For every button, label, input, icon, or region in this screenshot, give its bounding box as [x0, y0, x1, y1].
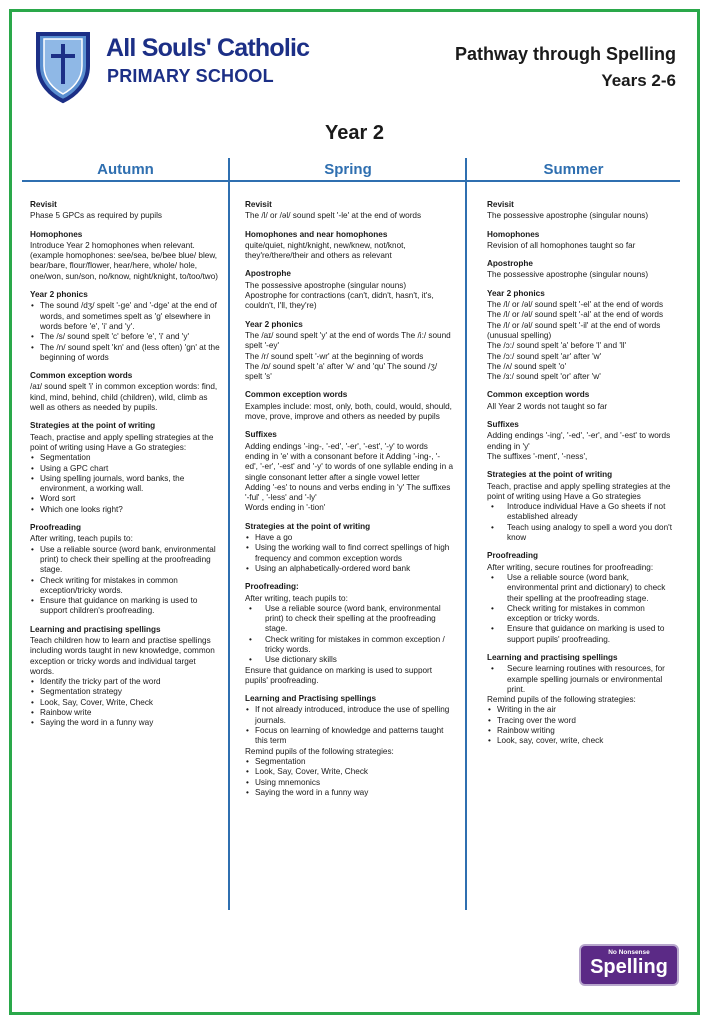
paragraph: The /ʌ/ sound spelt 'o'	[487, 361, 567, 371]
section	[30, 230, 220, 282]
section-heading: Learning and practising spellings	[487, 652, 618, 662]
bullet-list	[487, 705, 673, 746]
section-heading: Year 2 phonics	[30, 290, 88, 300]
column-autumn	[30, 200, 220, 737]
list-item: • Use a reliable source (word bank, environmental print and dictionary) to check their spelling at the proofreading stage.	[487, 573, 673, 604]
section-heading: Strategies at the point of writing	[30, 421, 156, 431]
paragraph: After writing, teach pupils to:	[30, 534, 133, 544]
list-item: • Using spelling journals, word banks, the environment, a working wall.	[30, 474, 220, 495]
bullet-list	[245, 604, 453, 666]
paragraph: The /l/ or /əl/ sound spelt '-il' at the end of words (unusual spelling)	[487, 320, 661, 340]
section	[487, 200, 673, 222]
section-heading: Suffixes	[245, 430, 277, 440]
section	[487, 390, 673, 412]
list-item: • Writing in the air	[487, 705, 673, 715]
document-years: Years 2-6	[601, 71, 676, 90]
section	[30, 625, 220, 729]
list-item: • Have a go	[245, 533, 453, 543]
list-item: • Use a reliable source (word bank, environmental print) to check their spelling at the proofreading stage.	[30, 545, 220, 576]
list-item: • Segmentation	[245, 757, 453, 767]
list-item: • Check writing for mistakes in common exception or tricky words.	[487, 604, 673, 625]
section-heading: Homophones	[30, 229, 83, 239]
section-heading: Revisit	[30, 200, 57, 209]
document-title: Pathway through Spelling	[454, 44, 676, 64]
list-item: • Look, say, cover, write, check	[487, 736, 673, 746]
paragraph: Revision of all homophones taught so far	[487, 240, 636, 250]
paragraph: The /l/ or /əl/ sound spelt '-le' at the end of words	[245, 211, 422, 221]
list-item: • Using an alphabetically-ordered word bank	[245, 564, 453, 574]
school-name: All Souls' Catholic	[106, 34, 310, 62]
paragraph: Apostrophe for contractions (can't, didn't, hasn't, it's, couldn't, I'll, they're)	[245, 291, 434, 311]
section-heading: Revisit	[487, 200, 514, 209]
section	[487, 470, 673, 543]
list-item: • Tracing over the word	[487, 716, 673, 726]
section-heading: Common exception words	[487, 390, 590, 400]
paragraph: /aɪ/ sound spelt 'i' in common exception words: find, kind, mind, behind, child (children), wild, climb as well as others as needed by pupils.	[30, 382, 218, 413]
paragraph: Words ending in '-tion'	[245, 503, 326, 513]
section-heading: Learning and practising spellings	[30, 624, 161, 634]
list-item: • Introduce individual Have a Go sheets if not established already	[487, 502, 673, 523]
list-item: • Segmentation strategy	[30, 687, 220, 697]
section	[30, 371, 220, 413]
section	[30, 523, 220, 617]
paragraph: quite/quiet, night/knight, new/knew, not/knot, they're/there/their and others as relevant	[245, 240, 406, 261]
shield-icon	[34, 30, 92, 104]
section-heading: Strategies at the point of writing	[245, 521, 371, 531]
section	[30, 421, 220, 515]
list-item: • Look, Say, Cover, Write, Check	[245, 767, 453, 777]
section-heading: Year 2 phonics	[245, 319, 303, 329]
paragraph: Teach children how to learn and practise spellings including words taught in new knowledge, common exception or tricky words and individual target words.	[30, 635, 215, 676]
paragraph: Phase 5 GPCs as required by pupils	[30, 211, 162, 221]
paragraph: Introduce Year 2 homophones when relevant. (example homophones: see/sea, be/bee blue/ blew, bear/bare, flour/flower, hear/here, whole/ hole, one/won, sun/son, no/know, night/knight, to/too/two)	[30, 240, 218, 281]
bullet-list	[487, 573, 673, 645]
no-nonsense-spelling-logo	[579, 944, 679, 986]
bullet-list	[30, 545, 220, 617]
list-item: • Teach using analogy to spell a word you don't know	[487, 523, 673, 544]
section-heading: Homophones and near homophones	[245, 229, 388, 239]
year-heading: Year 2	[325, 122, 384, 144]
column-heading-spring: Spring	[324, 161, 372, 178]
paragraph: Teach, practise and apply spelling strategies at the point of writing using Have a Go strategies	[487, 481, 671, 501]
list-item: • Look, Say, Cover, Write, Check	[30, 698, 220, 708]
section	[245, 582, 453, 686]
list-item: • Use a reliable source (word bank, environmental print) to check their spelling at the proofreading stage.	[245, 604, 453, 635]
list-item: • Using a GPC chart	[30, 464, 220, 474]
section-heading: Suffixes	[487, 420, 519, 430]
paragraph: The possessive apostrophe (singular nouns)	[487, 211, 649, 221]
section-heading: Proofreading	[487, 551, 538, 561]
bullet-list	[487, 502, 673, 543]
column-heading-summer: Summer	[543, 161, 604, 178]
section	[30, 290, 220, 363]
section	[245, 522, 453, 574]
section-heading: Year 2 phonics	[487, 288, 545, 298]
list-item: • Rainbow writing	[487, 726, 673, 736]
section	[245, 200, 453, 222]
bullet-list	[30, 453, 220, 515]
paragraph: Ensure that guidance on marking is used to support pupils' proofreading.	[245, 665, 433, 685]
section	[487, 551, 673, 645]
list-item: • Check writing for mistakes in common exception / tricky words.	[245, 635, 453, 656]
paragraph: The /ɔ:/ sound spelt 'a' before 'l' and 'll'	[487, 341, 627, 351]
section	[245, 390, 453, 422]
list-item: • The /n/ sound spelt 'kn' and (less often) 'gn' at the beginning of words	[30, 343, 220, 364]
list-item: • Segmentation	[30, 453, 220, 463]
section	[245, 430, 453, 513]
section	[245, 269, 453, 311]
list-item: • The /s/ sound spelt 'c' before 'e', 'i' and 'y'	[30, 332, 220, 342]
school-subtitle: PRIMARY SCHOOL	[107, 66, 274, 86]
section	[487, 653, 673, 747]
paragraph: Examples include: most, only, both, could, would, should, move, prove, improve and others as needed by pupils	[245, 401, 452, 422]
section	[487, 420, 673, 462]
school-logo	[34, 30, 310, 104]
bullet-list	[245, 757, 453, 798]
section-heading: Homophones	[487, 229, 540, 239]
list-item: • Ensure that guidance on marking is used to support children's proofreading.	[30, 596, 220, 617]
list-item: • Identify the tricky part of the word	[30, 677, 220, 687]
paragraph: The /r/ sound spelt '-wr' at the beginning of words	[245, 351, 424, 361]
list-item: • If not already introduced, introduce the use of spelling journals.	[245, 705, 453, 726]
list-item: • Using mnemonics	[245, 778, 453, 788]
list-item: • Secure learning routines with resources, for example spelling journals or environmental print.	[487, 664, 673, 695]
section-heading: Common exception words	[30, 371, 133, 381]
paragraph: Remind pupils of the following strategies:	[245, 746, 394, 756]
list-item: • Ensure that guidance on marking is used to support pupils' proofreading.	[487, 624, 673, 645]
list-item: • Which one looks right?	[30, 505, 220, 515]
section-heading: Apostrophe	[245, 269, 291, 279]
section-heading: Apostrophe	[487, 259, 533, 269]
paragraph: The /l/ or /əl/ sound spelt '-el' at the end of words	[487, 300, 664, 310]
list-item: • Using the working wall to find correct spellings of high frequency and common exception words	[245, 543, 453, 564]
column-divider	[228, 158, 230, 910]
section	[487, 259, 673, 281]
section-heading: Strategies at the point of writing	[487, 470, 613, 480]
bullet-list	[30, 301, 220, 363]
column-heading-autumn: Autumn	[97, 161, 154, 178]
header-rule	[22, 180, 680, 182]
bullet-list	[245, 533, 453, 574]
list-item: • Saying the word in a funny way	[245, 788, 453, 798]
paragraph: The /aɪ/ sound spelt 'y' at the end of words The /i:/ sound spelt '-ey'	[245, 330, 451, 351]
bullet-list	[245, 705, 453, 746]
section-heading: Proofreading:	[245, 582, 299, 592]
paragraph: The /ɒ/ sound spelt 'a' after 'w' and 'qu' The sound /ʒ/ spelt 's'	[245, 361, 438, 382]
paragraph: After writing, teach pupils to:	[245, 593, 348, 603]
paragraph: The /ɜ:/ sound spelt 'or' after 'w'	[487, 372, 601, 382]
list-item: • Use dictionary skills	[245, 655, 453, 665]
badge-top-text: No Nonsense	[608, 949, 650, 956]
paragraph: The /ɔ:/ sound spelt 'ar' after 'w'	[487, 351, 602, 361]
section	[245, 230, 453, 262]
paragraph: All Year 2 words not taught so far	[487, 401, 608, 411]
paragraph: Adding endings '-ing-, '-ed', '-er', '-est', '-y' to words ending in 'e' with a consonant before it Adding '-ing-, '-ed', '-er', '-est' and '-y' to words of one syllable ending in a single consonant letter after a single vowel letter	[245, 441, 454, 482]
paragraph: After writing, secure routines for proofreading:	[487, 562, 654, 572]
list-item: • Check writing for mistakes in common exception/tricky words.	[30, 576, 220, 597]
paragraph: Adding '-es' to nouns and verbs ending in 'y' The suffixes '-ful' , '-less' and '-ly'	[245, 482, 451, 503]
column-spring	[245, 200, 453, 806]
list-item: • The sound /dʒ/ spelt '-ge' and '-dge' at the end of words, and sometimes spelt as 'g' elsewhere in words before 'e', 'i' and 'y'.	[30, 301, 220, 332]
paragraph: The possessive apostrophe (singular nouns)	[245, 280, 407, 290]
bullet-list	[487, 664, 673, 695]
column-summer	[487, 200, 673, 755]
paragraph: The possessive apostrophe (singular nouns)	[487, 270, 649, 280]
section	[245, 320, 453, 383]
paragraph: The suffixes '-ment', '-ness',	[487, 451, 588, 461]
column-divider	[465, 158, 467, 910]
bullet-list	[30, 677, 220, 728]
section	[30, 200, 220, 222]
badge-main-text: Spelling	[590, 956, 668, 978]
section-heading: Learning and Practising spellings	[245, 694, 377, 704]
paragraph: Teach, practise and apply spelling strategies at the point of writing using Have a Go strategies:	[30, 432, 214, 452]
paragraph: Adding endings '-ing', '-ed', '-er', and '-est' to words ending in 'y'	[487, 431, 671, 451]
section	[487, 289, 673, 383]
section	[245, 694, 453, 798]
paragraph: Remind pupils of the following strategies:	[487, 695, 636, 705]
list-item: • Word sort	[30, 494, 220, 504]
paragraph: The /l/ or /əl/ sound spelt '-al' at the end of words	[487, 310, 664, 320]
section-heading: Common exception words	[245, 390, 348, 400]
section	[487, 230, 673, 252]
list-item: • Saying the word in a funny way	[30, 718, 220, 728]
list-item: • Rainbow write	[30, 708, 220, 718]
section-heading: Revisit	[245, 200, 272, 209]
section-heading: Proofreading	[30, 523, 81, 533]
list-item: • Focus on learning of knowledge and patterns taught this term	[245, 726, 453, 747]
